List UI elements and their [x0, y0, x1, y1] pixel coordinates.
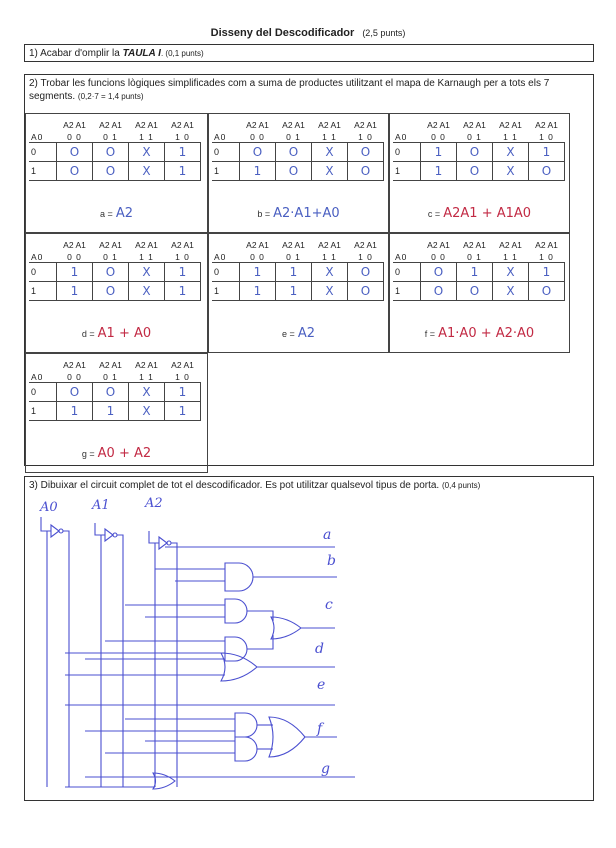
kmap-cell: X	[129, 143, 165, 162]
row-header: A0	[393, 131, 421, 143]
kmap-cell: 1	[165, 143, 201, 162]
title-text: Disseny del Descodificador	[210, 27, 355, 39]
kmap-cell: 1	[421, 143, 457, 162]
q3-points: (0,4 punts)	[442, 481, 481, 490]
kmap-cell: O	[57, 383, 93, 402]
col-bits: 1 0	[165, 131, 201, 143]
col-bits: 1 1	[129, 371, 165, 383]
col-header: A2 A1	[499, 240, 522, 250]
question-2	[24, 74, 594, 466]
col-header: A2 A1	[63, 240, 86, 250]
output-c: c	[325, 597, 333, 613]
kmap-cell: O	[421, 282, 457, 301]
kmap-cell: X	[493, 143, 529, 162]
col-header: A2 A1	[282, 120, 305, 130]
col-bits: 0 0	[240, 131, 276, 143]
col-bits: 0 1	[457, 131, 493, 143]
kmap-cell: O	[348, 282, 384, 301]
col-bits: 0 1	[457, 251, 493, 263]
col-bits: 1 0	[529, 251, 565, 263]
formula-value: A2·A1+A0	[273, 206, 340, 221]
col-header: A2 A1	[99, 240, 122, 250]
kmap-cell: X	[129, 282, 165, 301]
col-header: A2 A1	[427, 120, 450, 130]
kmap-cell: O	[421, 263, 457, 282]
kmap-cell: O	[348, 263, 384, 282]
col-bits: 0 0	[57, 251, 93, 263]
kmap-cell: X	[493, 282, 529, 301]
col-header: A2 A1	[135, 360, 158, 370]
formula-value: A0 + A2	[97, 446, 152, 461]
row-header: A0	[29, 251, 57, 263]
kmap-formula: b = A2·A1+A0	[257, 206, 340, 221]
col-bits: 0 1	[93, 371, 129, 383]
row-label: 0	[212, 143, 240, 162]
row-header: A0	[29, 371, 57, 383]
row-label: 1	[393, 282, 421, 301]
kmap-cell: 1	[421, 162, 457, 181]
row-label: 1	[29, 282, 57, 301]
col-header: A2 A1	[282, 240, 305, 250]
col-header: A2 A1	[171, 120, 194, 130]
col-bits: 0 1	[276, 251, 312, 263]
col-header: A2 A1	[63, 120, 86, 130]
col-header: A2 A1	[171, 360, 194, 370]
row-header: A0	[29, 131, 57, 143]
output-g: g	[321, 761, 330, 777]
circuit-inputs	[39, 497, 163, 515]
row-label: 0	[393, 143, 421, 162]
row-label: 1	[29, 402, 57, 421]
kmap-formula: e = A2	[282, 326, 315, 341]
kmap-cell: 1	[457, 263, 493, 282]
col-header: A2 A1	[318, 240, 341, 250]
kmap-cell: 1	[93, 402, 129, 421]
input-a0: A0	[40, 500, 58, 515]
col-bits: 1 0	[348, 131, 384, 143]
row-label: 1	[212, 282, 240, 301]
col-bits: 0 0	[57, 131, 93, 143]
col-header: A2 A1	[171, 240, 194, 250]
col-header: A2 A1	[463, 240, 486, 250]
col-bits: 0 1	[93, 131, 129, 143]
col-bits: 0 0	[421, 131, 457, 143]
kmap-c	[389, 113, 570, 233]
row-label: 0	[212, 263, 240, 282]
kmap-cell: 1	[529, 263, 565, 282]
kmap-cell: O	[93, 282, 129, 301]
col-bits: 1 0	[165, 371, 201, 383]
kmap-cell: O	[240, 143, 276, 162]
col-header: A2 A1	[246, 120, 269, 130]
kmap-cell: X	[312, 143, 348, 162]
col-bits: 1 1	[129, 251, 165, 263]
kmap-f	[389, 233, 570, 353]
kmap-cell: O	[276, 162, 312, 181]
output-a: a	[323, 527, 332, 543]
formula-value: A1·A0 + A2·A0	[438, 326, 535, 341]
kmap-cell: 1	[57, 282, 93, 301]
question-1: 1) Acabar d'omplir la TAULA I. (0,1 punts)	[24, 44, 594, 62]
col-header: A2 A1	[354, 120, 377, 130]
kmap-cell: 1	[57, 402, 93, 421]
kmap-cell: X	[129, 162, 165, 181]
col-bits: 1 0	[165, 251, 201, 263]
row-label: 0	[29, 143, 57, 162]
kmap-cell: O	[457, 162, 493, 181]
kmap-formula: f = A1·A0 + A2·A0	[424, 326, 535, 341]
row-label: 0	[29, 383, 57, 402]
row-header: A0	[212, 251, 240, 263]
col-bits: 1 1	[312, 131, 348, 143]
circuit-drawing	[25, 497, 593, 797]
row-label: 0	[393, 263, 421, 282]
q3-text: 3) Dibuixar el circuit complet de tot el descodificador. Es pot utilitzar qualsevol tipus de porta.	[29, 480, 440, 491]
col-header: A2 A1	[63, 360, 86, 370]
table-name: TAULA I	[122, 48, 161, 59]
input-a2: A2	[145, 497, 163, 511]
kmap-cell: 1	[165, 402, 201, 421]
kmap-cell: 1	[529, 143, 565, 162]
col-header: A2 A1	[135, 120, 158, 130]
kmap-cell: 1	[165, 383, 201, 402]
formula-value: A1 + A0	[97, 326, 152, 341]
title-points: (2,5 punts)	[362, 28, 406, 38]
col-bits: 0 1	[276, 131, 312, 143]
kmap-formula: a = A2	[100, 206, 133, 221]
col-header: A2 A1	[535, 240, 558, 250]
col-header: A2 A1	[535, 120, 558, 130]
kmap-cell: O	[457, 143, 493, 162]
kmap-cell: O	[457, 282, 493, 301]
kmap-formula: g = A0 + A2	[81, 446, 152, 461]
col-bits: 0 0	[240, 251, 276, 263]
col-header: A2 A1	[499, 120, 522, 130]
q2-points: (0,2·7 = 1,4 punts)	[77, 92, 144, 101]
kmap-cell: O	[529, 162, 565, 181]
input-a1: A1	[92, 498, 110, 513]
kmap-cell: X	[129, 383, 165, 402]
col-header: A2 A1	[318, 120, 341, 130]
kmap-cell: 1	[165, 282, 201, 301]
circuit-outputs	[315, 527, 336, 777]
col-bits: 0 0	[421, 251, 457, 263]
question-3	[24, 476, 594, 801]
row-label: 0	[29, 263, 57, 282]
kmap-cell: 1	[57, 263, 93, 282]
kmap-cell: X	[312, 263, 348, 282]
kmap-cell: O	[93, 383, 129, 402]
kmap-cell: O	[57, 143, 93, 162]
kmap-cell: O	[93, 263, 129, 282]
output-e: e	[317, 677, 326, 693]
row-label: 1	[393, 162, 421, 181]
kmap-cell: 1	[240, 162, 276, 181]
kmap-cell: X	[312, 162, 348, 181]
formula-value: A2	[297, 326, 315, 341]
q2-text: 2) Trobar les funcions lògiques simplificades com a suma de productes utilitzant el mapa de Karnaugh per a tots els 7 segments.	[29, 78, 550, 102]
kmap-g	[25, 353, 208, 473]
output-d: d	[315, 641, 324, 657]
kmap-cell: O	[276, 143, 312, 162]
col-header: A2 A1	[463, 120, 486, 130]
output-wires	[65, 547, 355, 789]
kmap-cell: O	[529, 282, 565, 301]
kmap-cell: O	[348, 162, 384, 181]
row-header: A0	[212, 131, 240, 143]
kmap-cell: 1	[276, 263, 312, 282]
col-bits: 1 1	[493, 131, 529, 143]
formula-value: A2	[115, 206, 133, 221]
col-header: A2 A1	[427, 240, 450, 250]
kmap-a	[25, 113, 208, 233]
kmap-b	[208, 113, 389, 233]
kmap-cell: X	[312, 282, 348, 301]
col-bits: 1 1	[312, 251, 348, 263]
kmap-cell: X	[493, 263, 529, 282]
output-b: b	[327, 553, 336, 569]
kmap-d	[25, 233, 208, 353]
kmap-cell: O	[348, 143, 384, 162]
kmap-cell: 1	[276, 282, 312, 301]
kmap-cell: 1	[240, 282, 276, 301]
col-header: A2 A1	[99, 120, 122, 130]
col-bits: 0 0	[57, 371, 93, 383]
col-bits: 1 1	[493, 251, 529, 263]
row-label: 1	[29, 162, 57, 181]
kmap-e	[208, 233, 389, 353]
kmap-cell: X	[129, 263, 165, 282]
kmap-formula: c = A2A1 + A1A0	[427, 206, 532, 221]
col-header: A2 A1	[135, 240, 158, 250]
col-bits: 1 0	[529, 131, 565, 143]
page-title	[0, 27, 616, 39]
col-header: A2 A1	[99, 360, 122, 370]
col-bits: 1 1	[129, 131, 165, 143]
row-label: 1	[212, 162, 240, 181]
output-f: f	[317, 721, 323, 737]
kmap-cell: 1	[165, 263, 201, 282]
kmap-cell: O	[93, 162, 129, 181]
kmap-cell: X	[493, 162, 529, 181]
formula-value: A2A1 + A1A0	[443, 206, 532, 221]
kmap-formula: d = A1 + A0	[81, 326, 152, 341]
col-header: A2 A1	[246, 240, 269, 250]
kmap-cell: 1	[165, 162, 201, 181]
kmap-cell: X	[129, 402, 165, 421]
input-wires	[41, 517, 177, 787]
row-header: A0	[393, 251, 421, 263]
kmap-cell: 1	[240, 263, 276, 282]
kmap-cell: O	[93, 143, 129, 162]
col-header: A2 A1	[354, 240, 377, 250]
kmap-cell: O	[57, 162, 93, 181]
col-bits: 0 1	[93, 251, 129, 263]
col-bits: 1 0	[348, 251, 384, 263]
